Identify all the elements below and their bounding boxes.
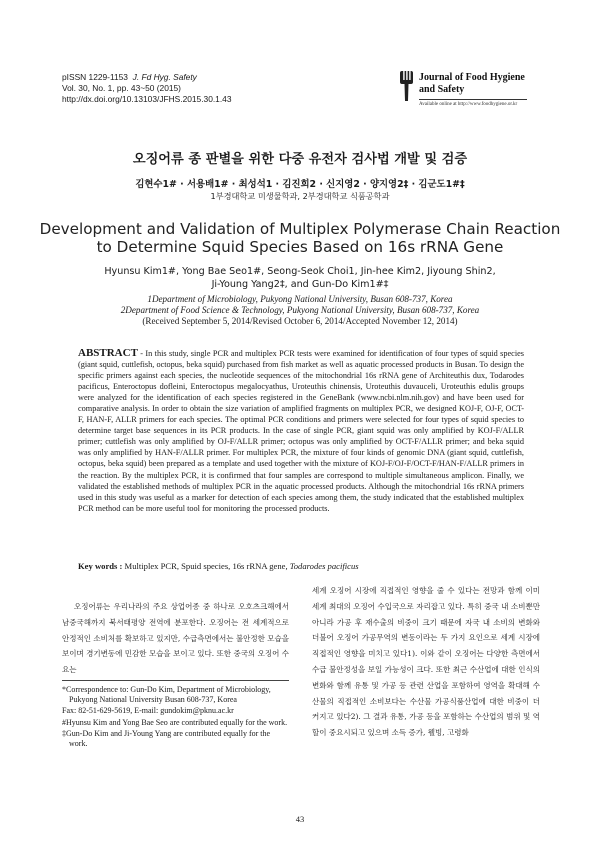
footnote-correspondence: *Correspondence to: Gun-Do Kim, Department of Microbiology, Pukyong National University Busan 608-737, Korea bbox=[62, 685, 271, 705]
fork-logo-icon bbox=[398, 71, 415, 101]
english-authors: Hyunsu Kim1#, Yong Bae Seo1#, Seong-Seok Choi1, Jin-hee Kim2, Jiyoung Shin2, Ji-Young Yang2‡, and Gun-Do Kim1#‡ bbox=[104, 266, 496, 290]
footnote-divider bbox=[62, 680, 289, 681]
english-title-line2: to Determine Squid Species Based on 16s rRNA Gene bbox=[96, 238, 504, 256]
korean-title: 오징어류 종 판별을 위한 다중 유전자 검사법 개발 및 검증 bbox=[132, 152, 468, 167]
received-dates: (Received September 5, 2014/Revised October 6, 2014/Accepted November 12, 2014) bbox=[142, 316, 458, 326]
journal-name: Journal of Food Hygiene and Safety bbox=[419, 72, 525, 95]
keywords-heading: Key words : bbox=[78, 561, 123, 571]
english-title-line1: Development and Validation of Multiplex Polymerase Chain Reaction bbox=[39, 220, 561, 238]
affiliation-1: 1Department of Microbiology, Pukyong National University, Busan 608-737, Korea bbox=[147, 294, 453, 304]
english-affiliations bbox=[0, 294, 600, 327]
journal-abbrev: J. Fd Hyg. Safety bbox=[132, 72, 197, 82]
abstract bbox=[78, 348, 524, 514]
keywords bbox=[78, 561, 524, 571]
korean-authors: 김현수1# · 서용배1# · 최성석1 · 김진희2 · 신지영2 · 양지영2‡ · 김군도1#‡ bbox=[135, 179, 465, 190]
keywords-italic: Todarodes pacificus bbox=[289, 561, 359, 571]
abstract-heading: ABSTRACT bbox=[78, 347, 138, 359]
abstract-text: - In this study, single PCR and multiplex PCR tests were examined for identification of four types of squid species (giant squid, cuttlefish, octopus, beka squid) purchased from fish market as well as aquatic processed products in Busan. To design the specific primers against each species, the nucleotide sequences of the mitochondrial 16s rRNA gene of Architeuthis dux, Todarodes pacificus, Enteroctopus dofleini, Enteroctopus megalocyathus, Uroteuthis chinensis, Uroteuthis duvauceli, Uroteuthis edulis groups were analyzed for the identification of each species registered in the GeneBank (www.ncbi.nlm.nih.gov) and have been used for comparative analysis. In order to obtain the size variation of amplified fragments on multiplex PCR, we designed KOJ-F, OJ-F, OCT-F, HAN-F, ALLR primers for each species. The optimal PCR conditions and primers were selected for four types of squid species to determine target base sequences in its PCR products. In the case of single PCR, giant squid was only amplified by KOJ-F/ALLR primer; cuttlefish was only amplified by OJ-F/ALLR primer; octopus was only amplified by OCT-F/ALLR primer; and beka squid was only amplified by HAN-F/ALLR primer. For multiplex PCR, the mixture of four kinds of genomic DNA (giant squid, cuttlefish, octopus, beka squid) been prepared as a template and used together with the mixture of KOJ-F/OJ-F/OCT-F/HAN-F/ALLR primers in the reaction. By the multiplex PCR, it is confirmed that four samples are correspond to multiple simultaneous amplicon. Finally, we validated the established methods of multiplex PCR in the aquatic processed products. Although the mitochondrial 16s rRNA primers used in this study was useful as a marker for detection of each species among them, the study indicated that the established multiplex PCR method can be more useful tool for monitoring the processed products. bbox=[78, 349, 524, 513]
footnote-contact: Fax: 82-51-629-5619, E-mail: gundokim@pknu.ac.kr bbox=[62, 706, 234, 716]
keywords-text: Multiplex PCR, Spuid species, 16s rRNA gene, bbox=[122, 561, 290, 571]
affiliation-2: 2Department of Food Science & Technology, Pukyong National University, Busan 608-737, Korea bbox=[120, 305, 480, 315]
page-number: 43 bbox=[295, 814, 305, 824]
body-left-column: 오징어류는 우리나라의 주요 상업어종 중 하나로 오호츠크해에서 남중국해까지 북서태평양 전역에 분포한다. 오징어는 전 세계적으로 안정적인 소비처를 확보하고 있지만, 수급측면에서는 불안정한 모습을 보이며 경기변동에 민감한 모습을 보이고 있다. 또한 중국의 오징어 수요는 bbox=[62, 602, 289, 675]
korean-affiliation: 1부경대학교 미생물학과, 2부경대학교 식품공학과 bbox=[210, 191, 390, 201]
volume-line: Vol. 30, No. 1, pp. 43~50 (2015) bbox=[62, 83, 181, 94]
journal-meta bbox=[62, 72, 231, 106]
issn-line: pISSN 1229-1153 J. Fd Hyg. Safety bbox=[62, 72, 197, 82]
journal-logo bbox=[398, 71, 533, 121]
doi-link[interactable]: http://dx.doi.org/10.13103/JFHS.2015.30.1.43 bbox=[62, 94, 232, 105]
logo-divider bbox=[419, 99, 527, 100]
footnotes bbox=[62, 685, 289, 750]
footnote-equal-2: ‡Gun-Do Kim and Ji-Young Yang are contributed equally for the work. bbox=[62, 728, 271, 749]
footnote-equal-1: #Hyunsu Kim and Yong Bae Seo are contributed equally for the work. bbox=[62, 717, 288, 727]
journal-online[interactable]: Available online at http://www.foodhygiene.or.kr bbox=[419, 102, 518, 107]
body-right-column: 세계 오징어 시장에 직접적인 영향을 줄 수 있다는 전망과 함께 이미 세계 최대의 오징어 수입국으로 자리잡고 있다. 특히 중국 내 소비뿐만 아니라 가공 후 재수출의 비중이 크기 때문에 자국 내 소비의 변화와 더불어 오징어 가공무역의 변동이라는 두 가지 요인으로 세계 시장에 직접적인 영향을 미치고 있다1). 이와 같이 오징어는 다양한 측면에서 수급 불안정성을 보일 가능성이 크다. 또한 최근 수산업에 대한 인식의 변화와 함께 유통 및 가공 등 관련 산업을 포함하여 영역을 확대해 수산물의 직접적인 소비보다는 수산물 가공식품산업에 대한 비중이 더 커지고 있다2). 그 결과 유통, 가공 등을 포함하는 수산업의 범위 및 역할이 중요시되고 있으며 소득 증가, 웰빙, 고령화 bbox=[312, 586, 540, 738]
english-title bbox=[0, 220, 600, 256]
